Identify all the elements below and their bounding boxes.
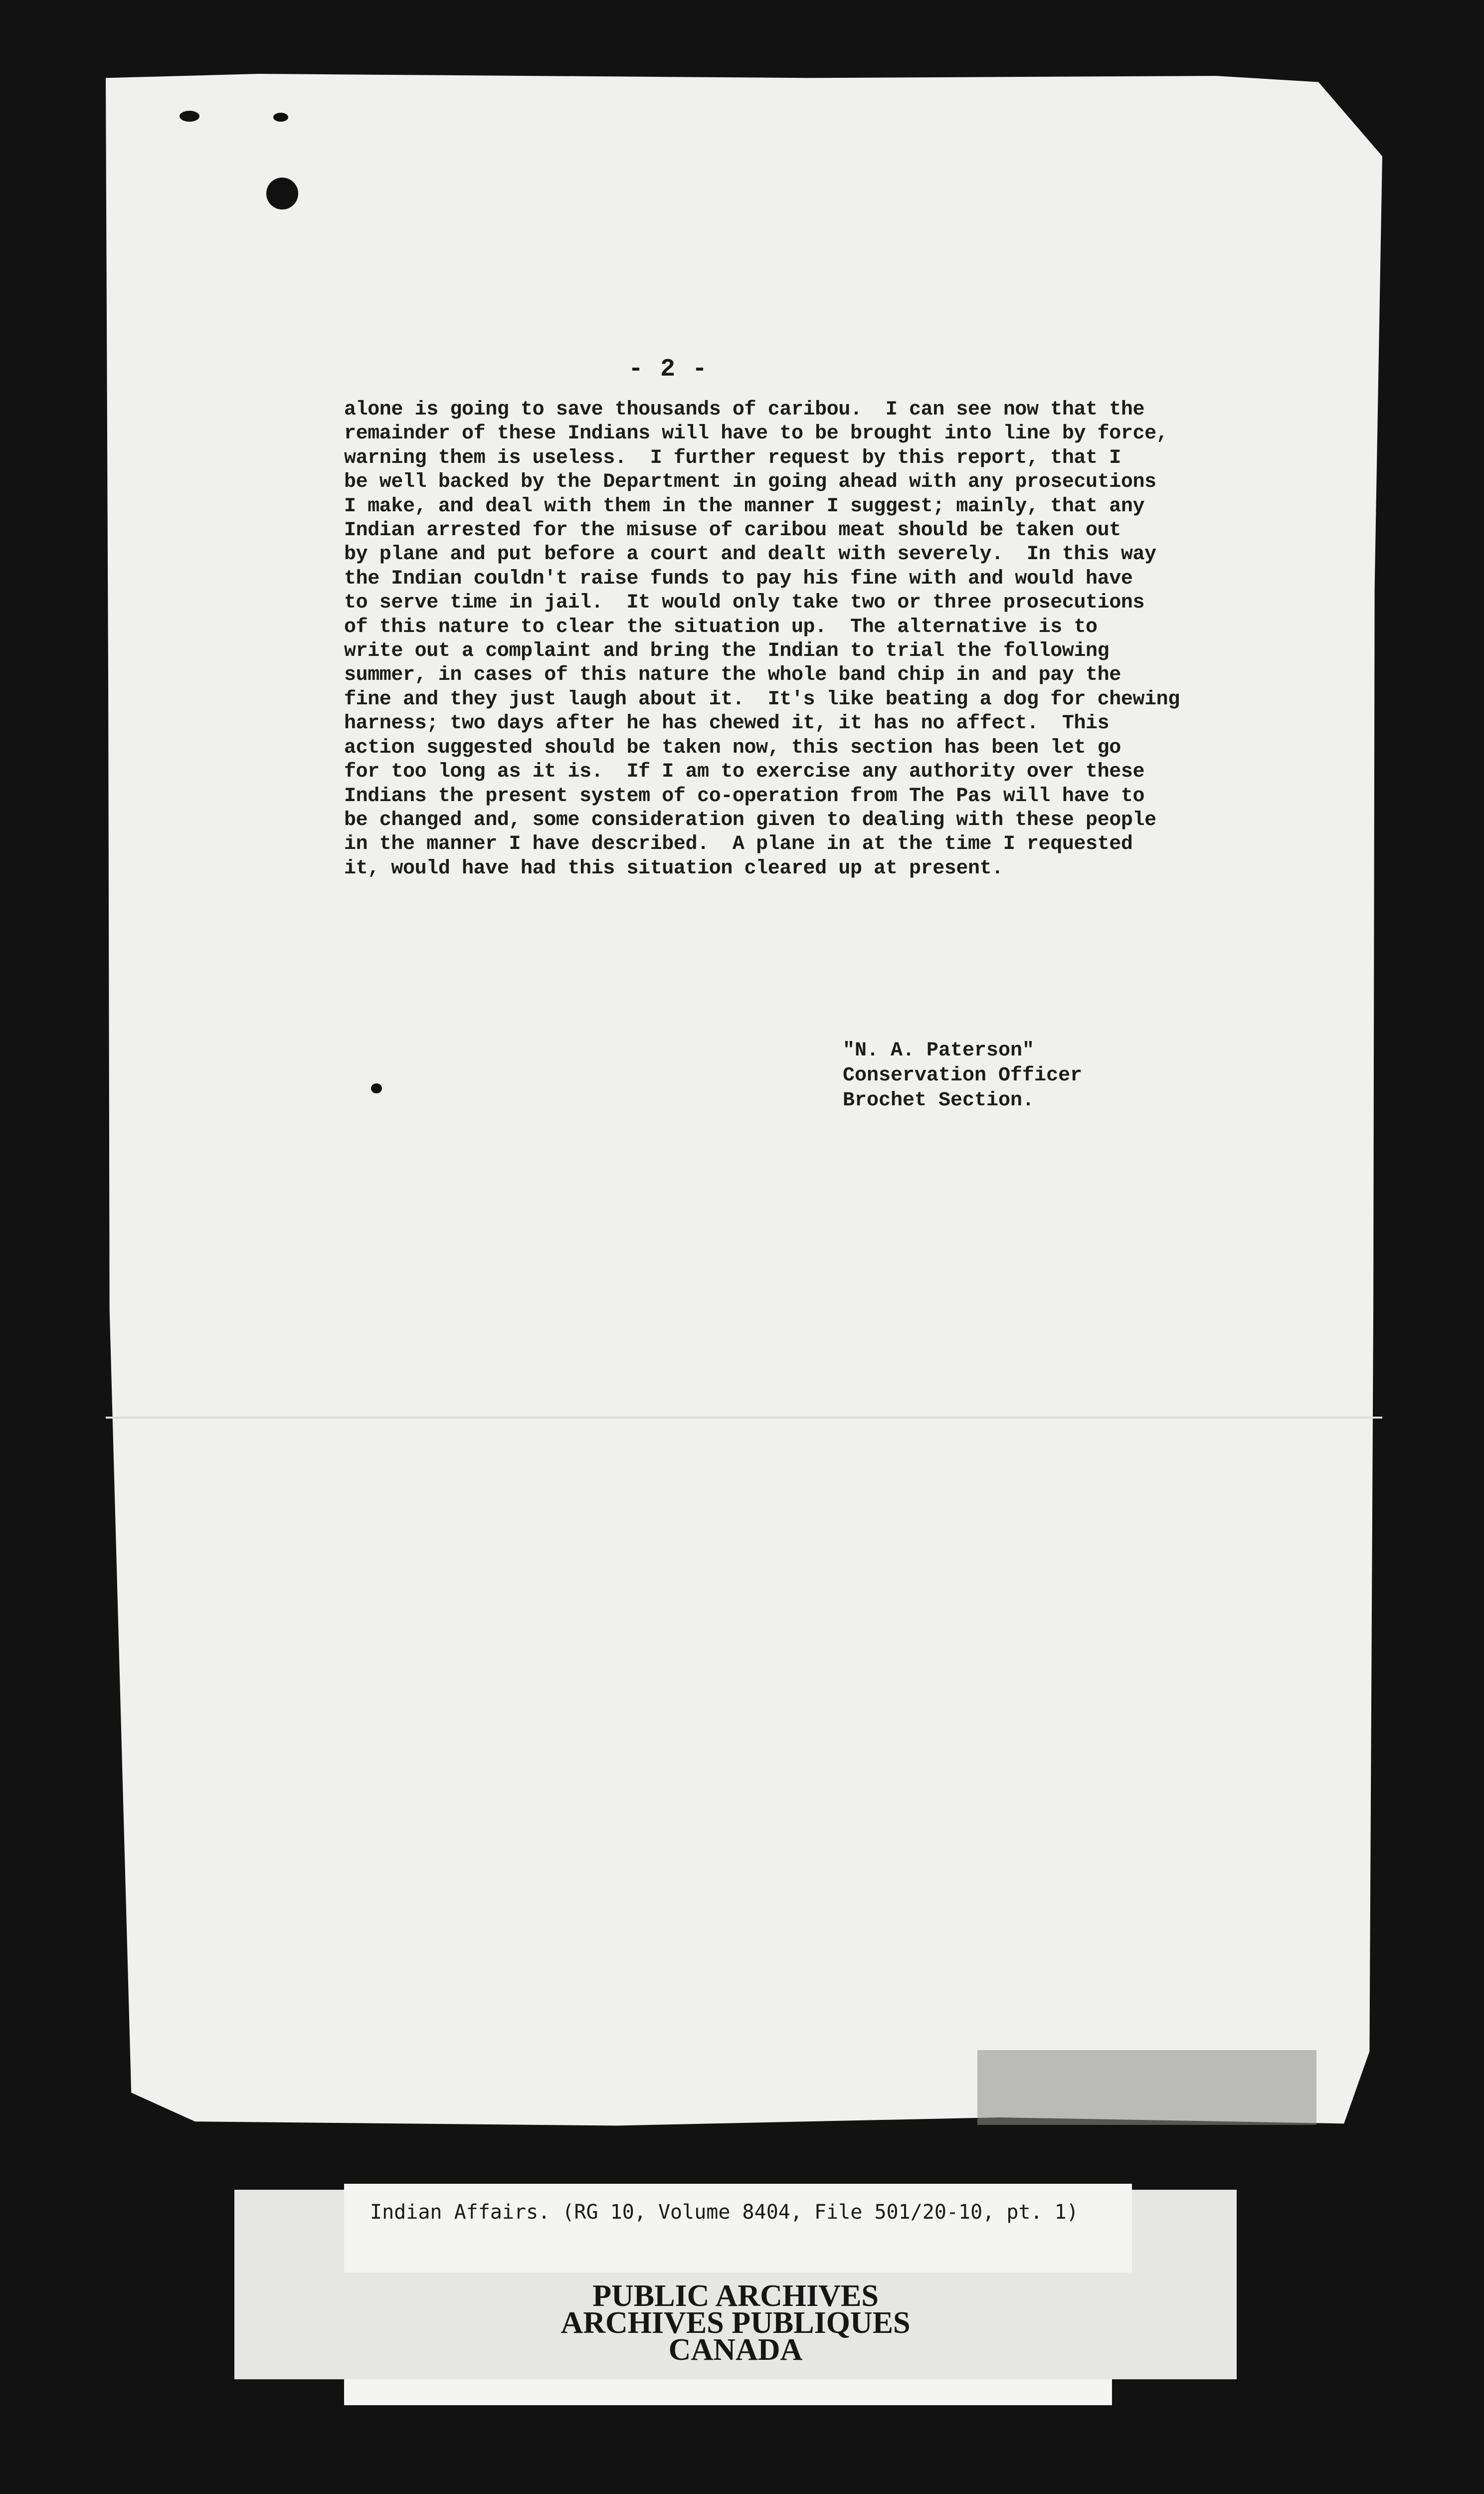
hole-punch-mark (266, 178, 298, 209)
signatory-section: Brochet Section. (843, 1089, 1035, 1112)
archives-stamp (234, 2279, 1237, 2367)
body-line: write out a complaint and bring the Indian to trial the following (344, 640, 1110, 663)
body-line: of this nature to clear the situation up. The alternative is to (344, 616, 1098, 638)
signatory-name: "N. A. Paterson" (843, 1039, 1035, 1062)
body-line: be changed and, some consideration given to dealing with these people (344, 809, 1156, 831)
body-line: the Indian couldn't raise funds to pay his fine with and would have (344, 567, 1133, 590)
archive-reference: Indian Affairs. (RG 10, Volume 8404, File 501/20-10, pt. 1) (370, 2201, 1079, 2224)
body-line: summer, in cases of this nature the whole band chip in and pay the (344, 664, 1121, 687)
page-fold-line (106, 1417, 1382, 1419)
body-line: alone is going to save thousands of caribou. I can see now that the (344, 399, 1145, 421)
ink-mark (371, 1083, 382, 1093)
body-line: warning them is useless. I further request by this report, that I (344, 446, 1121, 469)
body-line: I make, and deal with them in the manner I suggest; mainly, that any (344, 495, 1145, 518)
body-line: Indian arrested for the misuse of caribou meat should be taken out (344, 519, 1121, 542)
reference-strip (344, 2184, 1132, 2273)
archives-stamp-line: CANADA (668, 2333, 803, 2367)
signatory-title: Conservation Officer (843, 1064, 1083, 1087)
signature-block (843, 1039, 1082, 1113)
body-line: it, would have had this situation cleared up at present. (344, 857, 1003, 880)
body-line: Indians the present system of co-operation from The Pas will have to (344, 785, 1145, 808)
body-line: action suggested should be taken now, this section has been let go (344, 736, 1121, 759)
body-line: in the manner I have described. A plane in at the time I requested (344, 833, 1133, 856)
body-line: by plane and put before a court and dealt with severely. In this way (344, 543, 1156, 566)
page-number: - 2 - (628, 355, 709, 384)
body-line: harness; two days after he has chewed it, it has no affect. This (344, 712, 1110, 735)
body-line: remainder of these Indians will have to be brought into line by force, (344, 422, 1168, 445)
document-page (106, 74, 1382, 2134)
body-line: fine and they just laugh about it. It's like beating a dog for chewing (344, 688, 1180, 711)
label-strip-lower (344, 2379, 1112, 2405)
ink-mark (180, 111, 199, 122)
body-line: be well backed by the Department in going ahead with any prosecutions (344, 471, 1156, 494)
ink-mark (273, 113, 288, 122)
archives-stamp-line: PUBLIC ARCHIVES (592, 2279, 879, 2313)
page-stain (977, 2050, 1316, 2125)
body-line: for too long as it is. If I am to exercise any authority over these (344, 761, 1145, 784)
letter-body (344, 398, 1301, 881)
body-line: to serve time in jail. It would only take two or three prosecutions (344, 592, 1145, 615)
archives-stamp-line: ARCHIVES PUBLIQUES (560, 2306, 911, 2340)
